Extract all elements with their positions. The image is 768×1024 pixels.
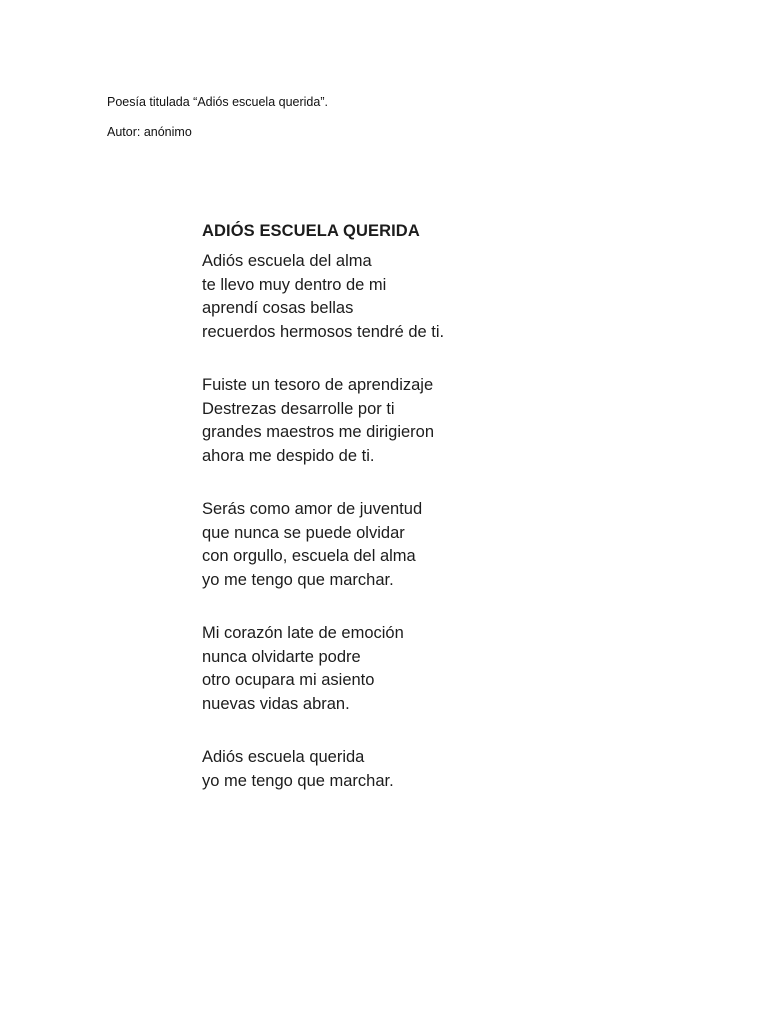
poem-verse: Mi corazón late de emoción	[202, 624, 404, 642]
poem-verse: yo me tengo que marchar.	[202, 570, 394, 589]
poem-verse: Adiós escuela querida	[202, 748, 365, 766]
poem-verse: que nunca se puede olvidar	[202, 523, 405, 542]
poem-title: ADIÓS ESCUELA QUERIDA	[202, 222, 420, 240]
poem-stanza-2	[202, 374, 532, 468]
poem-verse: con orgullo, escuela del alma	[202, 547, 416, 565]
poem-verse: recuerdos hermosos tendré de ti.	[202, 322, 445, 341]
poem-verse: nuevas vidas abran.	[202, 694, 350, 713]
poem-stanza-3	[202, 498, 532, 592]
poem-verse: grandes maestros me dirigieron	[202, 423, 435, 441]
poem-stanza-4	[202, 622, 532, 716]
document-author-line: Autor: anónimo	[107, 125, 192, 139]
poem-verse: Destrezas desarrolle por ti	[202, 399, 395, 418]
document-title-line: Poesía titulada “Adiós escuela querida”.	[107, 95, 328, 109]
poem-stanza-5	[202, 746, 532, 793]
poem-block	[202, 220, 532, 793]
poem-verse: ahora me despido de ti.	[202, 446, 375, 465]
poem-verse: Adiós escuela del alma	[202, 252, 372, 270]
poem-verse: yo me tengo que marchar.	[202, 771, 394, 790]
poem-stanza-1	[202, 250, 532, 344]
poem-verse: Serás como amor de juventud	[202, 500, 423, 518]
poem-verse: te llevo muy dentro de mi	[202, 275, 387, 294]
poem-verse: otro ocupara mi asiento	[202, 671, 375, 689]
poem-verse: aprendí cosas bellas	[202, 299, 354, 317]
document-header	[107, 94, 328, 140]
poem-verse: nunca olvidarte podre	[202, 647, 361, 666]
poem-verse: Fuiste un tesoro de aprendizaje	[202, 376, 434, 394]
